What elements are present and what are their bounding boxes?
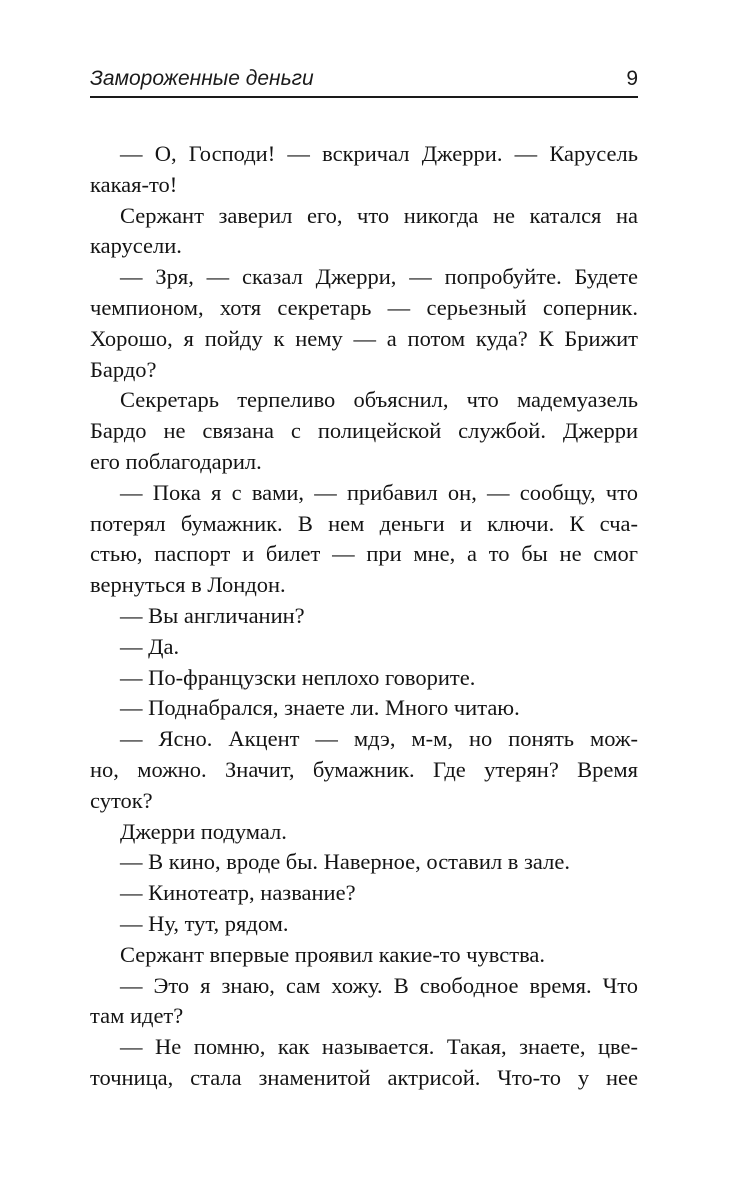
text-line: там идет? <box>90 1003 184 1029</box>
text-line: — По-французски неплохо говорите. <box>120 664 476 690</box>
text-line: потерял бумажник. В нем деньги и ключи. К сча- <box>90 510 638 536</box>
text-line: — Зря, — сказал Джерри, — попробуйте. Будете <box>120 264 638 290</box>
text-line: Сержант впервые проявил какие-то чувства. <box>120 941 546 967</box>
page-number: 9 <box>626 67 638 90</box>
running-head <box>90 62 638 98</box>
text-line: но, можно. Значит, бумажник. Где утерян? Время <box>90 756 638 782</box>
text-line: Хорошо, я пойду к нему — а потом куда? К Брижит <box>90 325 638 351</box>
text-line: — О, Господи! — вскричал Джерри. — Карусель <box>120 141 638 166</box>
text-line: вернуться в Лондон. <box>90 572 286 598</box>
body-text <box>90 139 638 1094</box>
text-line: точница, стала знаменитой актрисой. Что-то у нее <box>90 1064 638 1090</box>
text-line: — Поднабрался, знаете ли. Много читаю. <box>120 695 520 721</box>
text-line: карусели. <box>90 233 182 259</box>
running-title: Замороженные деньги <box>90 67 314 90</box>
text-line: — Вы англичанин? <box>120 602 305 628</box>
text-line: какая-то! <box>90 171 178 197</box>
text-line: — В кино, вроде бы. Наверное, оставил в зале. <box>120 849 570 875</box>
text-line: Сержант заверил его, что никогда не катался на <box>120 202 638 228</box>
text-line: — Это я знаю, сам хожу. В свободное время. Что <box>120 972 638 998</box>
text-line: — Не помню, как называется. Такая, знаете, цве- <box>120 1034 638 1060</box>
text-line: — Ну, тут, рядом. <box>120 910 289 936</box>
text-line: — Пока я с вами, — прибавил он, — сообщу, что <box>120 479 638 505</box>
text-line: Бардо? <box>90 356 157 382</box>
text-line: — Кинотеатр, название? <box>120 880 356 906</box>
text-line: стью, паспорт и билет — при мне, а то бы не смог <box>90 541 638 567</box>
text-line: — Ясно. Акцент — мдэ, м-м, но понять мож- <box>120 726 638 752</box>
text-line: чемпионом, хотя секретарь — серьезный соперник. <box>90 294 638 320</box>
text-line: Джерри подумал. <box>120 818 287 844</box>
text-line: суток? <box>90 787 153 813</box>
text-line: его поблагодарил. <box>90 448 262 474</box>
text-line: — Да. <box>120 633 180 659</box>
text-line: Секретарь терпеливо объяснил, что мадемуазель <box>120 387 638 413</box>
text-line: Бардо не связана с полицейской службой. Джерри <box>90 418 638 444</box>
